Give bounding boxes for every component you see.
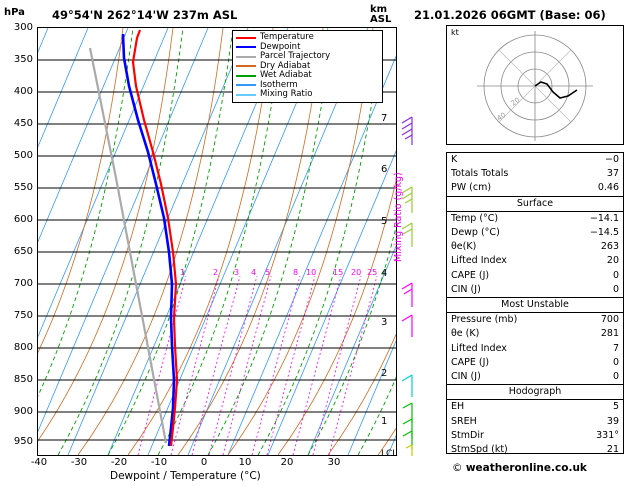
- index-value: 0: [612, 269, 619, 281]
- index-value: 20: [606, 255, 619, 267]
- pressure-tick: 450: [13, 118, 33, 129]
- temp-tick: 20: [280, 457, 294, 468]
- svg-text:40: 40: [495, 110, 508, 123]
- hodograph-svg: [447, 26, 623, 144]
- index-value: −0: [604, 154, 619, 165]
- index-value: 7: [612, 342, 619, 354]
- index-name: CIN (J): [451, 371, 481, 383]
- index-name: Lifted Index: [451, 342, 507, 354]
- table-row: [447, 443, 623, 457]
- wind-barb: [402, 315, 412, 337]
- index-name: θe (K): [451, 328, 480, 340]
- height-tick: 4: [381, 268, 388, 279]
- pressure-tick: 600: [13, 214, 33, 225]
- index-value: 0: [612, 371, 619, 383]
- table-row: [447, 181, 623, 196]
- hodograph-panel: [446, 25, 624, 145]
- svg-text:20: 20: [509, 95, 522, 108]
- pressure-tick: 900: [13, 406, 33, 417]
- svg-text:15: 15: [333, 268, 344, 277]
- legend-swatch-mixing-ratio: [236, 94, 256, 96]
- index-value: −14.5: [589, 227, 619, 239]
- index-name: PW (cm): [451, 182, 492, 194]
- index-value: 263: [600, 241, 619, 253]
- section-title: Hodograph: [447, 385, 623, 400]
- index-value: 0: [612, 283, 619, 295]
- table-row: [447, 342, 623, 356]
- copyright-site: weatheronline.co.uk: [465, 462, 587, 474]
- table-row: [447, 240, 623, 254]
- temp-tick: -10: [150, 457, 168, 468]
- pressure-tick: 700: [13, 278, 33, 289]
- legend-item: [236, 71, 379, 81]
- height-tick: 7: [381, 113, 388, 124]
- legend-item: [236, 33, 379, 43]
- table-row: [447, 153, 623, 167]
- table-row: [447, 356, 623, 370]
- pressure-tick: 850: [13, 374, 33, 385]
- wind-barb: [402, 187, 412, 213]
- svg-text:3: 3: [234, 268, 240, 277]
- svg-text:1: 1: [180, 268, 186, 277]
- svg-text:5: 5: [265, 268, 271, 277]
- forecast-date-title: 21.01.2026 06GMT (Base: 06): [414, 8, 606, 22]
- pressure-tick: 800: [13, 342, 33, 353]
- index-name: K: [451, 154, 458, 165]
- table-section-header: [447, 298, 623, 313]
- copyright: [452, 462, 587, 474]
- parcel-trajectory-line: [90, 48, 166, 443]
- pressure-axis-title: hPa: [4, 7, 25, 18]
- table-row: [447, 327, 623, 341]
- isobar-lines: [38, 60, 396, 440]
- temp-tick: 10: [238, 457, 252, 468]
- copyright-symbol: ©: [452, 462, 466, 474]
- hodograph-ring-labels: [496, 96, 522, 123]
- legend-label: Temperature: [260, 32, 314, 42]
- index-name: SREH: [451, 415, 477, 427]
- index-name: CIN (J): [451, 283, 481, 295]
- index-value: 21: [606, 444, 619, 456]
- index-value: 37: [606, 168, 619, 180]
- svg-text:8: 8: [293, 268, 299, 277]
- table-row: [447, 211, 623, 226]
- index-value: 39: [606, 415, 619, 427]
- section-title: Most Unstable: [447, 298, 623, 313]
- svg-text:10: 10: [306, 268, 317, 277]
- legend-label: Dry Adiabat: [260, 60, 311, 71]
- index-value: 281: [600, 328, 619, 340]
- wind-barb-column: [398, 27, 428, 456]
- table-row: [447, 167, 623, 181]
- table-section-header: [447, 385, 623, 400]
- index-name: Temp (°C): [451, 212, 499, 224]
- mixing-ratio-axis-label: Mixing Ratio (g/kg): [393, 172, 404, 262]
- mixing-ratio-value-labels: [180, 268, 377, 277]
- pressure-tick: 500: [13, 150, 33, 161]
- table-row: [447, 269, 623, 283]
- legend-swatch-temperature: [236, 37, 256, 39]
- legend-swatch-wet-adiabat: [236, 75, 256, 77]
- height-tick: 1: [381, 416, 388, 427]
- index-name: EH: [451, 401, 465, 413]
- legend-swatch-isotherm: [236, 84, 256, 86]
- pressure-tick: 400: [13, 86, 33, 97]
- wind-barb: [402, 283, 412, 307]
- pressure-tick: 300: [13, 22, 33, 33]
- height-tick: 6: [381, 164, 388, 175]
- legend-label: Mixing Ratio: [260, 89, 313, 99]
- height-tick: 2: [381, 368, 388, 379]
- pressure-tick: 650: [13, 246, 33, 257]
- wind-barb: [402, 117, 412, 145]
- index-name: Lifted Index: [451, 255, 507, 267]
- pressure-tick: 550: [13, 182, 33, 193]
- hodograph-unit-label: kt: [451, 28, 459, 37]
- wind-barb: [402, 375, 412, 397]
- legend-swatch-parcel: [236, 56, 256, 58]
- svg-text:4: 4: [251, 268, 257, 277]
- index-value: 331°: [596, 429, 619, 441]
- temp-tick: -20: [110, 457, 128, 468]
- index-value: 0.46: [597, 182, 619, 194]
- legend-label: Isotherm: [260, 79, 298, 90]
- temp-tick: -40: [30, 457, 48, 468]
- hodograph-trace: [535, 82, 577, 98]
- table-row: [447, 226, 623, 240]
- index-name: Dewp (°C): [451, 227, 500, 239]
- table-row: [447, 254, 623, 268]
- pressure-tick: 950: [13, 436, 33, 447]
- legend-item: [236, 90, 379, 100]
- temp-tick: 0: [200, 457, 208, 468]
- height-axis-title: km ASL: [370, 4, 392, 25]
- svg-text:20: 20: [351, 268, 362, 277]
- legend: [232, 30, 383, 103]
- legend-label: Wet Adiabat: [260, 70, 312, 80]
- legend-label: Parcel Trajectory: [260, 51, 331, 61]
- wind-barb: [406, 445, 412, 456]
- wind-barb: [402, 223, 412, 247]
- temp-tick: 30: [327, 457, 341, 468]
- wind-barb: [403, 419, 412, 439]
- pressure-tick: 750: [13, 310, 33, 321]
- index-name: Pressure (mb): [451, 314, 518, 326]
- index-value: −14.1: [589, 212, 619, 224]
- x-axis-title: Dewpoint / Temperature (°C): [110, 470, 261, 482]
- indices-table: [446, 152, 624, 454]
- index-name: CAPE (J): [451, 356, 490, 368]
- station-title: 49°54'N 262°14'W 237m ASL: [52, 8, 238, 22]
- lcl-label: LCL: [381, 449, 398, 459]
- legend-swatch-dry-adiabat: [236, 65, 256, 67]
- index-value: 0: [612, 356, 619, 368]
- table-row: [447, 370, 623, 385]
- legend-label: Dewpoint: [260, 41, 301, 52]
- index-name: θe(K): [451, 241, 477, 253]
- temp-tick: -30: [70, 457, 88, 468]
- pressure-tick: 350: [13, 54, 33, 65]
- table-row: [447, 429, 623, 443]
- table-row: [447, 415, 623, 429]
- indices-table-content: [447, 153, 623, 457]
- section-title: Surface: [447, 196, 623, 211]
- index-name: StmDir: [451, 429, 484, 441]
- index-value: 5: [612, 401, 619, 413]
- svg-text:25: 25: [367, 268, 378, 277]
- index-name: StmSpd (kt): [451, 444, 508, 456]
- index-name: Totals Totals: [451, 168, 509, 180]
- table-row: [447, 313, 623, 328]
- index-name: CAPE (J): [451, 269, 490, 281]
- table-row: [447, 283, 623, 298]
- legend-swatch-dewpoint: [236, 46, 256, 48]
- svg-text:2: 2: [213, 268, 219, 277]
- index-value: 700: [600, 314, 619, 326]
- table-row: [447, 400, 623, 415]
- table-section-header: [447, 196, 623, 211]
- height-tick: 3: [381, 317, 388, 328]
- height-tick: 5: [381, 216, 388, 227]
